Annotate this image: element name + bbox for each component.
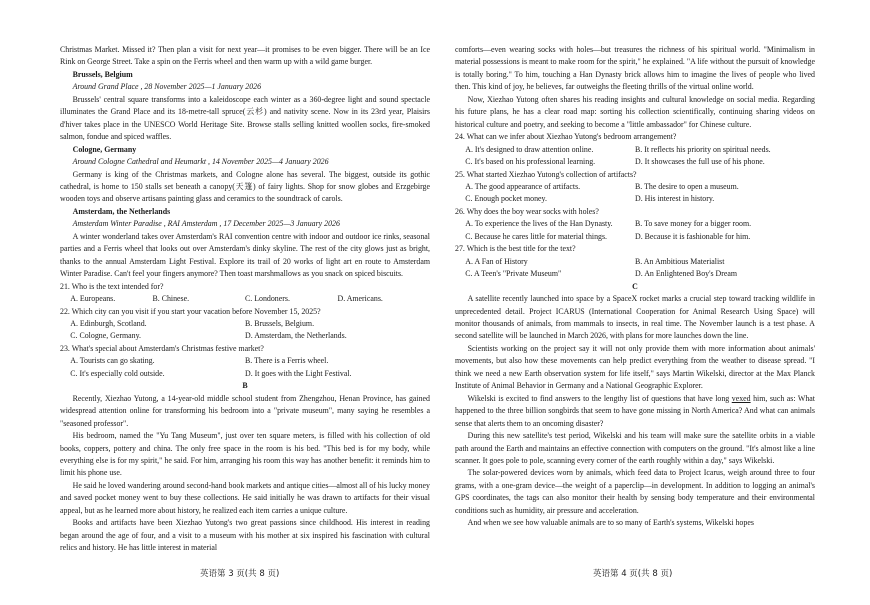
options-26b	[455, 231, 815, 243]
options-26a	[455, 218, 815, 230]
option-b: B. Chinese.	[152, 294, 190, 304]
option-b: B. It reflects his priority on spiritual needs.	[635, 144, 771, 154]
paragraph: He said he loved wandering around second-hand book markets and antique cities—almost all of his lucky money and saved pocket money went to buy these collections. He said initially he was drawn to artifacts for their visual appeal, but as he learned more about history, he realized each item carries a unique culture.	[60, 480, 430, 515]
option-d: D. Americans.	[337, 294, 383, 304]
section-c-heading: C	[632, 281, 638, 291]
option-a: A. It's designed to draw attention online.	[465, 144, 594, 154]
option-b: B. To save money for a bigger room.	[635, 219, 752, 229]
option-d: D. His interest in history.	[635, 194, 715, 204]
option-c: C. A Teen's "Private Museum"	[465, 269, 562, 279]
paragraph: Christmas Market. Missed it? Then plan a visit for next year—it promises to be even bigger. There will be an Ice Rink on George Street. Take a spin on the Ferris wheel and then warm up with a wild game burger.	[60, 45, 430, 67]
page-4-column	[455, 44, 815, 530]
options-21	[60, 293, 430, 305]
option-a: A. A Fan of History	[465, 256, 528, 266]
option-c: C. It's especially cold outside.	[70, 368, 165, 378]
options-25b	[455, 193, 815, 205]
paragraph: During this new satellite's test period, Wikelski and his team will make sure the satellite orbits in a viable path around the Earth and maintains an effective connection with computers on the ground. "It's almost like a line scanner. It goes pole to pole, scanning every corner of the earth roughly within a day," says Wikelski.	[455, 431, 815, 465]
city-heading-amsterdam: Amsterdam, the Netherlands	[72, 206, 171, 216]
options-24a	[455, 144, 815, 156]
text-run: him, such as: What happened to the three billion songbirds that seem to have gone missing in North America? And what can animals sense that alerts them to an oncoming disaster?	[455, 393, 815, 428]
options-23a	[60, 355, 430, 367]
page-footer-left: 英语第 3 页(共 8 页)	[200, 569, 280, 579]
page-footer-right: 英语第 4 页(共 8 页)	[593, 569, 673, 579]
option-a: A. Europeans.	[70, 294, 116, 304]
paragraph: A winter wonderland takes over Amsterdam's RAI convention centre with indoor and outdoor ice rinks, seasonal parties and a Ferris wheel that looks out over Amsterdam's dinky skyline. The rest of the city glows just as bright, thanks to the annual Amsterdam Light Festival. Explore its trail of 20 works of light art en route to Amsterdam Winter Paradise. Can't feel your fingers anymore? Then toast marshmallows as you snack on spiced biscuits.	[60, 231, 430, 279]
paragraph: His bedroom, named the "Yu Tang Museum", just over ten square meters, is filled with his collection of old books, coppers, pottery and china. The only free space in the room is his bed. "This bed is for my body, while everything else is for my spirit," he said. For him, arranging his room this way has another benefit: it reminds him to limit his phone use.	[60, 431, 430, 478]
question-27: 27. Which is the best title for the text?	[455, 244, 576, 254]
underlined-word: vexed	[731, 393, 751, 403]
paragraph: Recently, Xiezhao Yutong, a 14-year-old middle school student from Zhengzhou, Henan Province, has gained widespread attention online for transforming his bedroom into a "private museum", many saying he resembles a "seasoned professor".	[60, 393, 430, 428]
option-b: B. Brussels, Belgium.	[245, 318, 315, 328]
option-c: C. Enough pocket money.	[465, 194, 547, 204]
text-run: Wikelski is excited to find answers to the lengthy list of questions that have long	[467, 393, 732, 403]
section-b-heading: B	[242, 381, 248, 391]
page-3-column	[60, 44, 430, 555]
option-c: C. Because he cares little for material things.	[465, 231, 608, 241]
option-b: B. There is a Ferris wheel.	[245, 356, 329, 366]
options-22a	[60, 318, 430, 330]
option-d: D. Amsterdam, the Netherlands.	[245, 331, 347, 341]
question-25: 25. What started Xiezhao Yutong's collection of artifacts?	[455, 169, 637, 179]
option-d: D. It goes with the Light Festival.	[245, 368, 352, 378]
option-c: C. It's based on his professional learning.	[465, 157, 596, 167]
question-24: 24. What can we infer about Xiezhao Yutong's bedroom arrangement?	[455, 132, 677, 142]
event-line-amsterdam: Amsterdam Winter Paradise , RAI Amsterdam , 17 December 2025—3 January 2026	[72, 219, 340, 229]
option-a: A. Tourists can go skating.	[70, 356, 155, 366]
options-27b	[455, 268, 815, 280]
options-22b	[60, 330, 430, 342]
options-23b	[60, 368, 430, 380]
options-24b	[455, 156, 815, 168]
question-26: 26. Why does the boy wear socks with holes?	[455, 206, 599, 216]
question-21: 21. Who is the text intended for?	[60, 281, 164, 291]
event-line-brussels: Around Grand Place , 28 November 2025—1 January 2026	[72, 82, 262, 92]
paragraph: Brussels' central square transforms into a kaleidoscope each winter as a 360-degree light and sound spectacle illuminates the Grand Place and its 18-metre-tall spruce(云杉) and nativity scene. Now in its 23rd year, Plaisirs d'hiver takes place in the UNESCO World Heritage Site. Browse stalls selling knitted woollen socks, fire-smoked salmon, fondue and spiced waffles.	[60, 94, 430, 142]
paragraph	[455, 393, 815, 430]
paragraph: A satellite recently launched into space by a SpaceX rocket marks a crucial step toward tracking wildlife in unprecedented detail. Project ICARUS (International Cooperation for Animal Research Using Space) will monitor thousands of animals, from mammals to insects, in real time. The November launch is a test phase. A second satellite will be launched in March 2026, with plans for more launches down the line.	[455, 294, 815, 341]
option-d: D. Because it is fashionable for him.	[635, 231, 751, 241]
option-d: D. It showcases the full use of his phone.	[635, 157, 765, 167]
option-c: C. Londoners.	[245, 294, 290, 304]
question-22: 22. Which city can you visit if you start your vacation before November 15, 2025?	[60, 306, 321, 316]
city-heading-cologne: Cologne, Germany	[72, 144, 137, 154]
option-a: A. To experience the lives of the Han Dynasty.	[465, 219, 613, 229]
paragraph: The solar-powered devices worn by animals, which feed data to Project Icarus, weigh around three to four grams, with a one-gram device—the weight of a paperclip—in development. In addition to logging an animal's GPS coordinates, the tags can also monitor their health by sensing body temperature and their environmental conditions such as humidity, air pressure and acceleration.	[455, 468, 815, 515]
city-heading-brussels: Brussels, Belgium	[72, 69, 133, 79]
option-a: A. The good appearance of artifacts.	[465, 181, 581, 191]
options-27a	[455, 256, 815, 268]
options-25a	[455, 181, 815, 193]
paragraph: Now, Xiezhao Yutong often shares his reading insights and cultural knowledge on social media. Regarding his future plans, he has a clear road map: sorting his collection scientifically, continuing sharing videos on historical culture and poetry, and seeking to become a "little ambassador" for Chinese culture.	[455, 94, 815, 129]
option-a: A. Edinburgh, Scotland.	[70, 318, 147, 328]
option-c: C. Cologne, Germany.	[70, 331, 141, 341]
paragraph: Germany is king of the Christmas markets, and Cologne alone has several. The biggest, outside its gothic cathedral, is home to 150 stalls set beneath a canopy(天篷) of fairy lights. Shop for snow globes and Erzgebirge wooden toys and observe artisans painting glass and ceramics to the soundtrack of carols.	[60, 169, 430, 204]
option-b: B. An Ambitious Materialist	[635, 256, 725, 266]
paragraph: comforts—even wearing socks with holes—but treasures the richness of his spiritual world. "Minimalism in material possessions is meant to make room for the spirit," he explained. "A life without the pursuit of knowledge is totally boring." To him, touching a Han Dynasty brick allows him to imagine the lives of people who lived then. This kind of joy, he believes, far outweighs the fleeting thrills of the virtual online world.	[455, 45, 815, 92]
paragraph: Books and artifacts have been Xiezhao Yutong's two great passions since childhood. His interest in reading began around the age of four, and a visit to a museum with his mother at six inspired his fascination with cultural relics and history. He has little interest in material	[60, 518, 430, 553]
question-23: 23. What's special about Amsterdam's Christmas festive market?	[60, 343, 264, 353]
event-line-cologne: Around Cologne Cathedral and Heumarkt , 14 November 2025—4 January 2026	[72, 157, 329, 167]
paragraph: And when we see how valuable animals are to so many of Earth's systems, Wikelski hopes	[467, 518, 754, 528]
option-b: B. The desire to open a museum.	[635, 181, 739, 191]
option-d: D. An Enlightened Boy's Dream	[635, 269, 738, 279]
paragraph: Scientists working on the project say it will not only provide them with more information about animals' movements, but also how these movements can help predict everything from the weather to disease spread. "I think we need a new Earth observation system for life itself," says Martin Wikelski, director at the Max Planck Institute of Animal Behavior in Germany and a National Geographic Explorer.	[455, 343, 815, 391]
